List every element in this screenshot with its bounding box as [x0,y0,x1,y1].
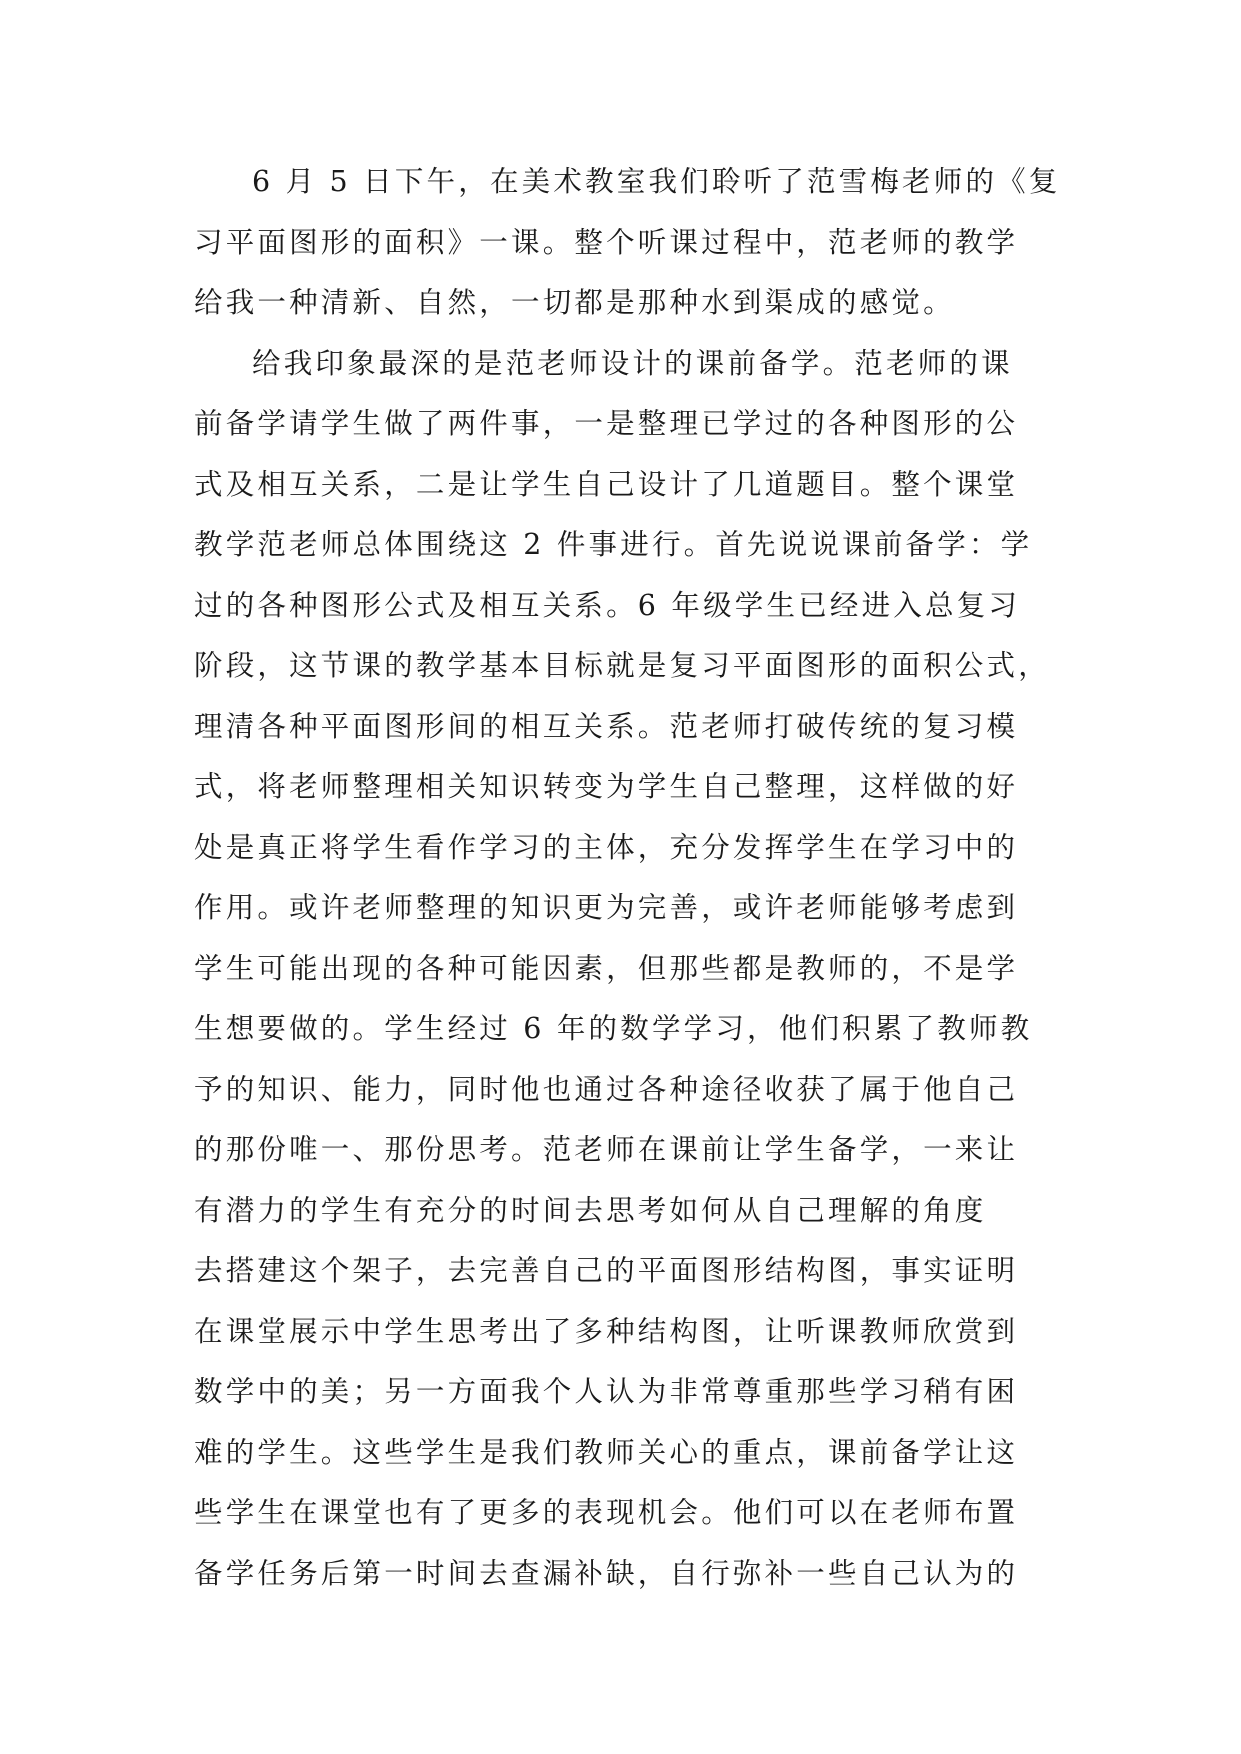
text-line: 处是真正将学生看作学习的主体，充分发挥学生在学习中的 [194,830,1019,864]
text-line: 的那份唯一、那份思考。范老师在课前让学生备学，一来让 [194,1133,1019,1166]
text-line: 教学范老师总体围绕这 2 件事进行。首先说说课前备学：学 [194,528,1033,561]
text-line: 习平面图形的面积》一课。整个听课过程中，范老师的教学 [194,225,1019,259]
text-line: 给我印象最深的是范老师设计的课前备学。范老师的课 [252,346,1013,380]
text-line: 式，将老师整理相关知识转变为学生自己整理，这样做的好 [194,770,1019,803]
text-line: 给我一种清新、自然，一切都是那种水到渠成的感觉。 [194,286,955,319]
paragraph-2 [194,345,1050,1616]
text-line: 6 月 5 日下午，在美术教室我们聆听了范雪梅老师的《复 [252,165,1061,198]
text-line: 数学中的美；另一方面我个人认为非常尊重那些学习稍有困 [194,1375,1019,1408]
text-line: 些学生在课堂也有了更多的表现机会。他们可以在老师布置 [194,1496,1019,1529]
text-line: 难的学生。这些学生是我们教师关心的重点，课前备学让这 [194,1435,1019,1469]
text-line: 备学任务后第一时间去查漏补缺，自行弥补一些自己认为的 [194,1556,1019,1590]
text-line: 理清各种平面图形间的相互关系。范老师打破传统的复习模 [194,709,1019,743]
document-body [194,163,1061,1615]
text-line: 予的知识、能力，同时他也通过各种途径收获了属于他自己 [194,1072,1019,1106]
text-line: 式及相互关系，二是让学生自己设计了几道题目。整个课堂 [194,467,1019,501]
text-line: 在课堂展示中学生思考出了多种结构图，让听课教师欣赏到 [194,1314,1019,1348]
text-line: 有潜力的学生有充分的时间去思考如何从自己理解的角度 [194,1193,987,1227]
paragraph-1 [194,163,1061,345]
text-line: 过的各种图形公式及相互关系。6 年级学生已经进入总复习 [194,588,1021,622]
text-line: 生想要做的。学生经过 6 年的数学学习，他们积累了教师教 [194,1012,1033,1045]
text-line: 去搭建这个架子，去完善自己的平面图形结构图，事实证明 [194,1254,1019,1287]
text-line: 阶段，这节课的教学基本目标就是复习平面图形的面积公式， [194,649,1050,682]
text-line: 学生可能出现的各种可能因素，但那些都是教师的，不是学 [194,951,1019,985]
text-line: 作用。或许老师整理的知识更为完善，或许老师能够考虑到 [194,891,1019,924]
text-line: 前备学请学生做了两件事，一是整理已学过的各种图形的公 [194,407,1019,440]
